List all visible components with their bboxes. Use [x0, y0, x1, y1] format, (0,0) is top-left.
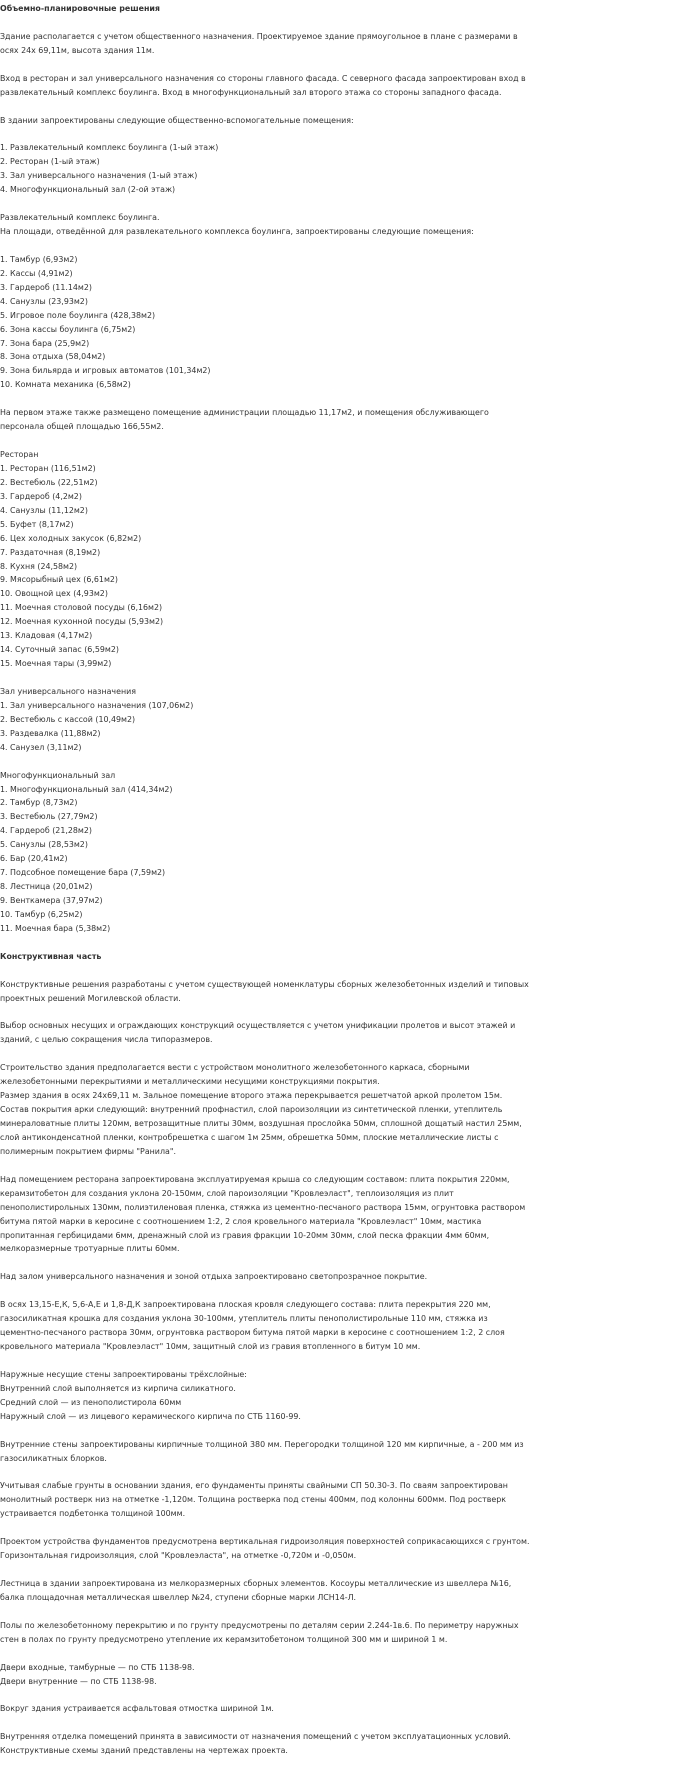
- text-line: 10. Комната механика (6,58м2): [0, 380, 131, 390]
- text-line: Учитывая слабые грунты в основании здания, его фундаменты приняты свайными СП 50.30-3. По сваям запроектирован: [0, 1481, 508, 1491]
- text-line: Вокруг здания устраивается асфальтовая отмостка шириной 1м.: [0, 1704, 274, 1714]
- text-line: 7. Раздаточная (8,19м2): [0, 547, 101, 557]
- text-line: цементно-песчаного раствора 30мм, огрунтовка раствором битума пятой марки в керосине с соотношением 1:2, 2 слоя: [0, 1328, 505, 1338]
- text-line: 8. Кухня (24,58м2): [0, 561, 78, 571]
- text-line: Лестница в здании запроектирована из мелкоразмерных сборных элементов. Косоуры металлические из швеллера №16,: [0, 1578, 512, 1588]
- text-line: Размер здания в осях 24х69,11 м. Зальное помещение второго этажа перекрывается решетчатой аркой пролетом 15м.: [0, 1091, 503, 1101]
- blank-line: [0, 671, 700, 685]
- text-line: минераловатные плиты 120мм, ветрозащитные плиты 30мм, воздушная прослойка 50мм, сплошной дощатый настил 25мм,: [0, 1119, 522, 1128]
- text-line: 9. Венткамера (37,97м2): [0, 896, 103, 905]
- text-line: газосиликатная крошка для создания уклона 30-100мм, утеплитель плиты пенополистирольные 110 мм, стяжка из: [0, 1314, 488, 1324]
- text-line: 1. Тамбур (6,93м2): [0, 254, 78, 264]
- text-line: персонала общей площадью 166,55м2.: [0, 422, 164, 432]
- text-line: осях 24х 69,11м, высота здания 11м.: [0, 45, 155, 55]
- text-line: газосиликатных блорков.: [0, 1453, 107, 1463]
- text-line: кровельного материала "Кровлеэласт" 10мм, защитный слой из гравия втопленного в битум 10 мм.: [0, 1342, 421, 1351]
- text-line: Полы по железобетонному перекрытию и по грунту предусмотрены по деталям серии 2.244-1в.6. По периметру наружных: [0, 1620, 519, 1630]
- text-line: 12. Моечная кухонной посуды (5,93м2): [0, 617, 164, 627]
- text-line: На первом этаже также размещено помещение администрации площадью 11,17м2, и помещения обслуживающего: [0, 408, 489, 418]
- text-line: 1. Многофункциональный зал (414,34м2): [0, 784, 173, 794]
- blank-line: [0, 1465, 700, 1479]
- text-line: Внутренние стены запроектированы кирпичные толщиной 380 мм. Перегородки толщиной 120 мм кирпичные, а - 200 мм из: [0, 1439, 524, 1449]
- text-line: 15. Моечная тары (3,99м2): [0, 659, 112, 669]
- text-line: железобетонными перекрытиями и металлическими несущими конструкциями покрытия.: [0, 1077, 380, 1087]
- text-line: зданий, с целью сокращения числа типоразмеров.: [0, 1035, 213, 1045]
- blank-line: [0, 58, 700, 72]
- blank-line: [0, 1006, 700, 1020]
- blank-line: [0, 16, 700, 30]
- text-line: 9. Мясорыбный цех (6,61м2): [0, 575, 118, 585]
- text-line: 4. Санузлы (11,12м2): [0, 505, 88, 515]
- text-line: Наружный слой — из лицевого керамического кирпича по СТБ 1160-99.: [0, 1411, 301, 1421]
- text-line: 3. Гардероб (11.14м2): [0, 282, 92, 292]
- text-line: Строительство здания предполагается вести с устройством монолитного железобетонного каркаса, сборными: [0, 1063, 470, 1073]
- text-line: Здание располагается с учетом общественного назначения. Проектируемое здание прямоугольное в плане с размерами в: [0, 31, 518, 41]
- text-line: Средний слой — из пенополистирола 60мм: [0, 1397, 182, 1407]
- text-line: 4. Гардероб (21,28м2): [0, 826, 92, 836]
- text-line: 4. Многофункциональный зал (2-ой этаж): [0, 185, 176, 195]
- text-line: В осях 13,15-Е,К, 5,6-А,Е и 1,8-Д,К запроектирована плоская кровля следующего состава: плита перекрытия 220 мм,: [0, 1300, 491, 1310]
- text-line: 10. Тамбур (6,25м2): [0, 909, 83, 919]
- text-line: 5. Буфет (8,17м2): [0, 519, 74, 529]
- text-line: 2. Вестебюль с кассой (10,49м2): [0, 714, 136, 724]
- text-line: 10. Овощной цех (4,93м2): [0, 589, 108, 599]
- text-line: Внутренний слой выполняется из кирпича силикатного.: [0, 1383, 236, 1393]
- text-line: битума пятой марки в керосине с соотношением 1:2, 2 слоя кровельного материала "Кровлеэласт" 10мм, мастика: [0, 1216, 482, 1226]
- blank-line: [0, 100, 700, 114]
- text-line: 3. Раздевалка (11,88м2): [0, 728, 101, 738]
- text-line: Проектом устройства фундаментов предусмотрена вертикальная гидроизоляция поверхностей соприкасающихся с грунтом.: [0, 1537, 530, 1547]
- section-heading: Конструктивная часть: [0, 951, 102, 961]
- text-line: 2. Тамбур (8,73м2): [0, 798, 78, 808]
- blank-line: [0, 1047, 700, 1061]
- blank-line: [0, 1688, 700, 1702]
- text-line: Развлекательный комплекс боулинга.: [0, 213, 160, 223]
- text-line: 4. Санузел (3,11м2): [0, 742, 82, 752]
- blank-line: [0, 1605, 700, 1619]
- text-line: Конструктивные схемы зданий представлены на чертежах проекта.: [0, 1746, 288, 1756]
- text-line: проектных решений Могилевской области.: [0, 993, 181, 1003]
- text-line: 3. Гардероб (4,2м2): [0, 491, 82, 501]
- text-line: 13. Кладовая (4,17м2): [0, 631, 93, 641]
- blank-line: [0, 392, 700, 406]
- text-line: 14. Суточный запас (6,59м2): [0, 645, 119, 655]
- blank-line: [0, 1647, 700, 1661]
- text-line: 8. Лестница (20,01м2): [0, 882, 93, 892]
- section-heading: Объемно-планировочные решения: [0, 4, 160, 13]
- text-line: Над залом универсального назначения и зоной отдыха запроектировано светопрозрачное покрытие.: [0, 1272, 428, 1282]
- blank-line: [0, 239, 700, 253]
- blank-line: [0, 936, 700, 950]
- text-line: Над помещением ресторана запроектирована эксплуатируемая крыша со следующим составом: плита покрытия 220мм,: [0, 1174, 510, 1184]
- blank-line: [0, 1354, 700, 1368]
- text-line: 2. Кассы (4,91м2): [0, 268, 73, 278]
- text-line: 1. Зал универсального назначения (107,06м2): [0, 700, 194, 710]
- blank-line: [0, 1716, 700, 1730]
- text-line: 3. Вестебюль (27,79м2): [0, 812, 98, 822]
- text-line: 8. Зона отдыха (58,04м2): [0, 352, 106, 362]
- blank-line: [0, 127, 700, 141]
- text-line: пенополистирольных 130мм, полиэтиленовая пленка, стяжка из цементно-песчаного раствора 15мм, огрунтовка раствором: [0, 1202, 526, 1212]
- text-line: полимерным покрытием фирмы "Ранила".: [0, 1146, 176, 1156]
- text-line: балка площадочная металлическая швеллер №24, ступени сборные марки ЛСН14-Л.: [0, 1592, 357, 1602]
- text-line: 7. Подсобное помещение бара (7,59м2): [0, 868, 166, 878]
- text-line: Внутренняя отделка помещений принята в зависимости от назначения помещений с учетом эксплуатационных условий.: [0, 1732, 511, 1742]
- blank-line: [0, 1159, 700, 1173]
- text-line: 6. Зона кассы боулинга (6,75м2): [0, 324, 136, 334]
- text-line: 6. Бар (20,41м2): [0, 854, 68, 864]
- text-line: керамзитобетон для создания уклона 20-150мм, слой пароизоляции "Кровлеэласт", теплоизоляция из плит: [0, 1188, 454, 1198]
- text-line: Вход в ресторан и зал универсального назначения со стороны главного фасада. С северного фасада запроектирован вход в: [0, 73, 526, 83]
- blank-line: [0, 1563, 700, 1577]
- text-line: 11. Моечная бара (5,38м2): [0, 923, 111, 933]
- text-line: Конструктивные решения разработаны с учетом существующей номенклатуры сборных железобетонных изделий и типовых: [0, 979, 529, 989]
- text-line: Зал универсального назначения: [0, 686, 136, 696]
- text-line: 9. Зона бильярда и игровых автоматов (101,34м2): [0, 366, 211, 376]
- text-line: 3. Зал универсального назначения (1-ый этаж): [0, 171, 198, 181]
- text-line: монолитный ростверк низ на отметке -1,120м. Толщина ростверка под стены 400мм, под колонны 600мм. Под ростверк: [0, 1495, 506, 1505]
- text-line: стен в полах по грунту предусмотрено утепление их керамзитобетоном толщиной 300 мм и шириной 1 м.: [0, 1634, 448, 1644]
- blank-line: [0, 1256, 700, 1270]
- text-line: Состав покрытия арки следующий: внутренний профнастил, слой пароизоляции из синтетической пленки, утеплитель: [0, 1105, 503, 1115]
- text-line: 11. Моечная столовой посуды (6,16м2): [0, 603, 163, 613]
- text-line: 6. Цех холодных закусок (6,82м2): [0, 533, 142, 543]
- text-line: мелкоразмерные тротуарные плиты 60мм.: [0, 1244, 180, 1254]
- text-line: 1. Ресторан (116,51м2): [0, 463, 96, 473]
- text-line: 7. Зона бара (25,9м2): [0, 338, 90, 348]
- text-line: Многофункциональный зал: [0, 770, 116, 780]
- blank-line: [0, 755, 700, 769]
- text-line: 5. Игровое поле боулинга (428,38м2): [0, 310, 156, 320]
- text-line: Двери внутренние — по СТБ 1138-98.: [0, 1676, 157, 1686]
- text-line: 2. Ресторан (1-ый этаж): [0, 157, 100, 167]
- text-line: пропитанная гербицидами 6мм, дренажный слой из гравия фракции 10-20мм 30мм, слой песка фракции 4мм 60мм,: [0, 1230, 490, 1240]
- text-line: 2. Вестебюль (22,51м2): [0, 477, 98, 487]
- blank-line: [0, 434, 700, 448]
- text-line: На площади, отведённой для развлекательного комплекса боулинга, запроектированы следующие помещения:: [0, 227, 474, 236]
- text-line: развлекательный комплекс боулинга. Вход в многофункциональный зал второго этажа со стороны западного фасада.: [0, 87, 502, 97]
- text-line: В здании запроектированы следующие общественно-вспомогательные помещения:: [0, 115, 354, 125]
- text-line: Двери входные, тамбурные — по СТБ 1138-98.: [0, 1662, 195, 1672]
- text-line: 1. Развлекательный комплекс боулинга (1-ый этаж): [0, 143, 219, 153]
- text-line: Наружные несущие стены запроектированы трёхслойные:: [0, 1369, 247, 1379]
- blank-line: [0, 964, 700, 978]
- blank-line: [0, 1521, 700, 1535]
- text-line: слой антиконденсатной пленки, контробрешетка с шагом 1м 25мм, обрешетка 50мм, плоские металлические листы с: [0, 1132, 499, 1142]
- text-line: Ресторан: [0, 450, 39, 459]
- blank-line: [0, 197, 700, 211]
- text-line: 4. Санузлы (23,93м2): [0, 296, 88, 306]
- blank-line: [0, 1424, 700, 1438]
- blank-line: [0, 1284, 700, 1298]
- text-line: 5. Санузлы (28,53м2): [0, 840, 88, 850]
- text-line: устраивается подбетонка толщиной 100мм.: [0, 1509, 186, 1519]
- text-line: Выбор основных несущих и ограждающих конструкций осуществляется с учетом унификации пролетов и высот этажей и: [0, 1021, 516, 1031]
- text-line: Горизонтальная гидроизоляция, слой "Кровлеэласта", на отметке -0,720м и -0,050м.: [0, 1551, 357, 1561]
